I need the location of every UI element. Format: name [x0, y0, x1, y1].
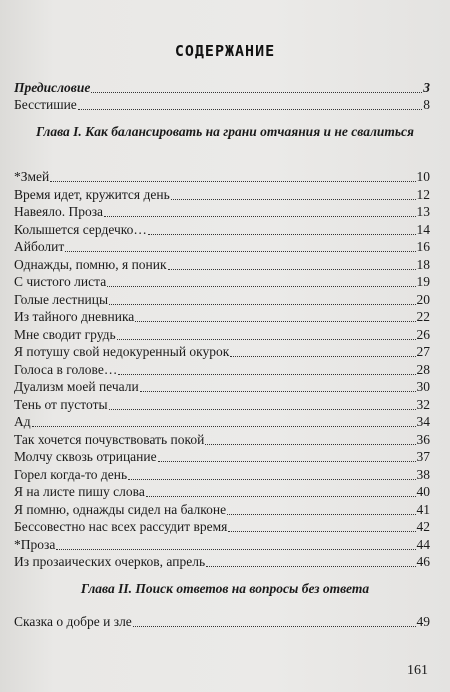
toc-entry-label: *Проза: [14, 536, 56, 552]
toc-entry-page: 36: [416, 431, 430, 447]
toc-entry: [14, 168, 430, 185]
toc-entry: [14, 501, 430, 518]
toc-entry-page: 49: [416, 614, 430, 629]
toc-entry-label: Тень от пустоты: [14, 396, 108, 412]
leader-dots: [230, 355, 415, 357]
toc-entry: [14, 256, 430, 273]
leader-dots: [118, 373, 415, 375]
toc-entry-label: Голоса в голове…: [14, 361, 118, 377]
toc-entry: [14, 518, 430, 535]
toc-entry-label: Однажды, помню, я поник: [14, 256, 167, 272]
toc-entry: [14, 186, 430, 203]
toc-entry-label: Бесстишие: [14, 97, 77, 112]
toc-entry-page: 13: [416, 204, 430, 219]
page-title: СОДЕРЖАНИЕ: [174, 42, 276, 60]
toc-entry-label: Навеяло. Проза: [14, 204, 104, 219]
toc-entry-page: 42: [416, 519, 430, 534]
toc-entry: [14, 238, 430, 255]
leader-dots: [140, 390, 416, 392]
leader-dots: [78, 108, 422, 110]
toc-entry-page: 41: [416, 501, 430, 517]
leader-dots: [168, 268, 416, 270]
toc-entry: [14, 378, 430, 395]
toc-entry-label: Сказка о добре и зле: [14, 614, 132, 629]
toc-entry: [14, 536, 430, 553]
toc-entry: [14, 361, 430, 378]
leader-dots: [109, 408, 416, 410]
toc-entry-label: Из прозаических очерков, апрель: [14, 554, 206, 569]
leader-dots: [133, 625, 416, 627]
leader-dots: [128, 478, 415, 480]
toc-entry-label: Я потушу свой недокуренный окурок: [14, 344, 230, 359]
leader-dots: [158, 460, 416, 462]
toc-entry-page: 19: [416, 274, 430, 289]
chapter-heading-1: Глава I. Как балансировать на грани отчаяния и не свалиться: [35, 124, 415, 139]
toc-entry: [14, 326, 430, 343]
leader-dots: [65, 250, 415, 252]
leader-dots: [227, 513, 415, 515]
toc-entry-page: 28: [416, 361, 430, 377]
toc-entry: [14, 413, 430, 430]
leader-dots: [148, 233, 416, 235]
toc-entry-page: 10: [416, 169, 430, 184]
leader-dots: [50, 180, 415, 182]
toc-entry-page: 46: [416, 554, 430, 569]
toc-entry-page: 20: [416, 291, 430, 307]
toc-entry: [14, 483, 430, 500]
toc-entry-page: 27: [416, 344, 430, 359]
toc-entry-page: 34: [416, 414, 430, 429]
toc-entry-page: 12: [416, 186, 430, 202]
toc-entry-label: Голые лестницы: [14, 291, 109, 307]
toc-entry-page: 3: [423, 80, 430, 95]
leader-dots: [32, 425, 416, 427]
toc-entry-page: 30: [416, 379, 430, 394]
toc-entry: [14, 343, 430, 360]
toc-entry-label: Бессовестно нас всех рассудит время: [14, 519, 228, 534]
toc-entry-page: 40: [416, 484, 430, 499]
toc-entry: [14, 96, 430, 113]
toc-entry-label: Молчу сквозь отрицание: [14, 449, 157, 464]
toc-entry: [14, 431, 430, 448]
toc-entry-label: Горел когда-то день: [14, 466, 128, 482]
toc-entry-label: Из тайного дневника: [14, 309, 135, 324]
leader-dots: [117, 338, 416, 340]
toc-entry-label: Я на листе пишу слова: [14, 484, 145, 499]
toc-entry-page: 22: [416, 309, 430, 324]
toc-entry: [14, 203, 430, 220]
toc-entry-page: 44: [416, 536, 430, 552]
toc-entry-label: Время идет, кружится день: [14, 186, 170, 202]
toc-entry-page: 16: [416, 239, 430, 254]
leader-dots: [56, 548, 415, 550]
leader-dots: [91, 91, 422, 93]
toc-entry-label: Предисловие: [14, 80, 91, 95]
page-number: 161: [407, 663, 428, 678]
toc-entry-label: *Змей: [14, 169, 50, 184]
leader-dots: [135, 320, 415, 322]
toc-entry-label: Колышется сердечко…: [14, 221, 147, 237]
toc-entry-page: 18: [416, 256, 430, 272]
leader-dots: [109, 303, 415, 305]
leader-dots: [205, 443, 415, 445]
toc-entry: [14, 553, 430, 570]
leader-dots: [171, 198, 416, 200]
toc-entry: [14, 448, 430, 465]
toc-entry-label: Дуализм моей печали: [14, 379, 139, 394]
toc-entry-page: 32: [416, 396, 430, 412]
toc-entry-preface: [14, 79, 430, 96]
toc-entry-label: Мне сводит грудь: [14, 326, 116, 342]
toc-entry-page: 26: [416, 326, 430, 342]
leader-dots: [228, 530, 415, 532]
toc-entry: [14, 613, 430, 630]
leader-dots: [104, 215, 415, 217]
leader-dots: [146, 495, 416, 497]
toc-entry-label: Я помню, однажды сидел на балконе: [14, 501, 227, 517]
toc-entry-page: 8: [423, 97, 430, 112]
leader-dots: [206, 565, 415, 567]
toc-entry: [14, 308, 430, 325]
toc-entry: [14, 221, 430, 238]
toc-entry: [14, 291, 430, 308]
toc-entry-label: Ад: [14, 414, 31, 429]
toc-entry-label: С чистого листа: [14, 274, 107, 289]
chapter-heading-2: Глава II. Поиск ответов на вопросы без ответа: [80, 581, 370, 596]
toc-entry-label: Так хочется почувствовать покой: [14, 431, 205, 447]
leader-dots: [107, 285, 415, 287]
toc-entry: [14, 466, 430, 483]
toc-entry: [14, 273, 430, 290]
toc-entry-page: 38: [416, 466, 430, 482]
toc-entry-page: 37: [416, 449, 430, 464]
toc-entry: [14, 396, 430, 413]
toc-entry-page: 14: [416, 221, 430, 237]
toc-entry-label: Айболит: [14, 239, 65, 254]
